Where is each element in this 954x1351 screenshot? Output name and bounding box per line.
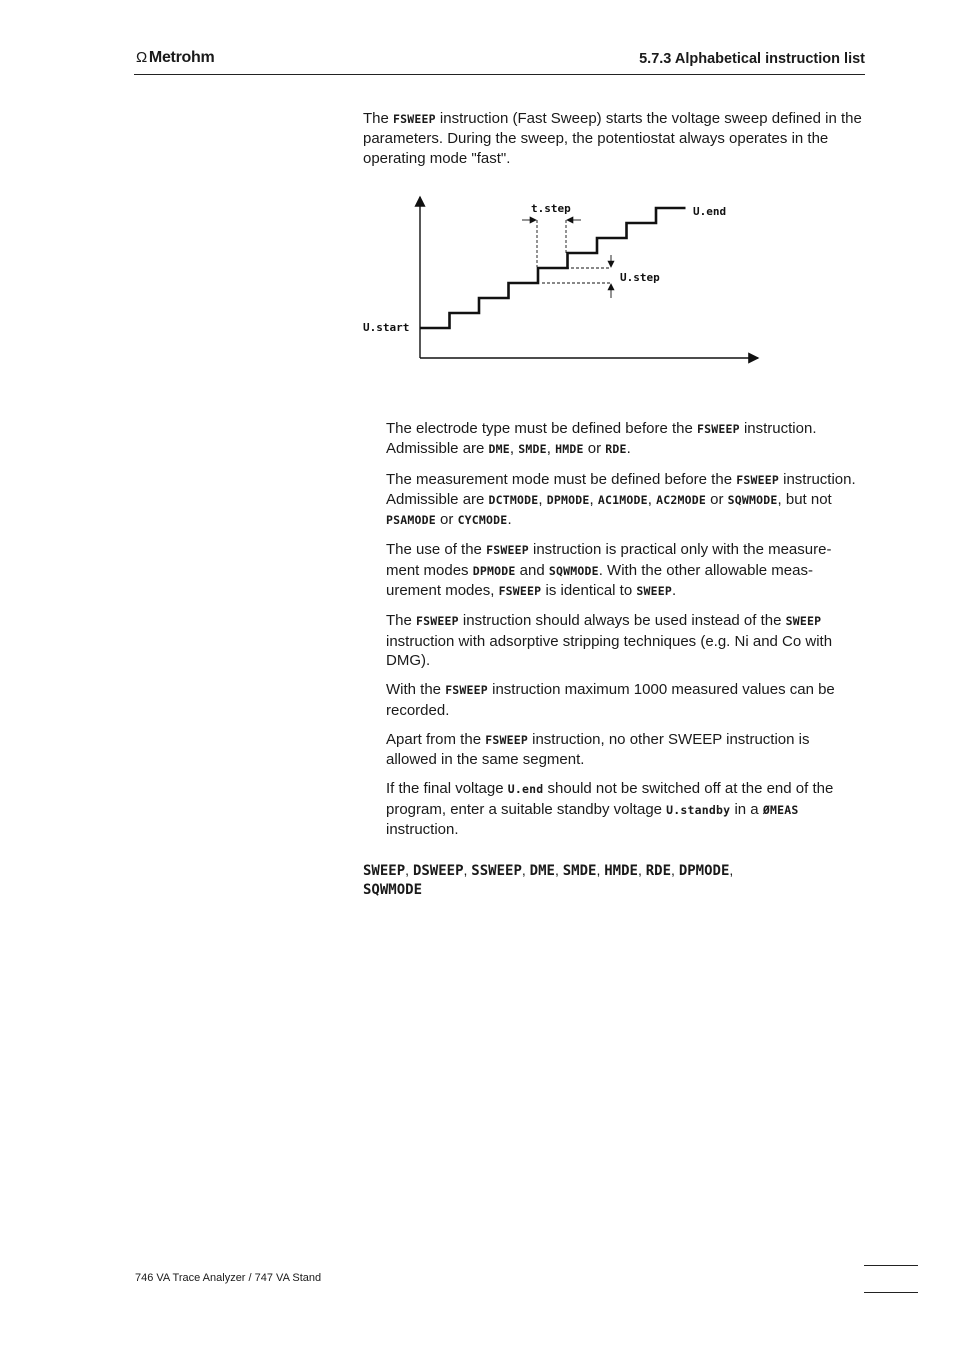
note-text: and xyxy=(515,561,549,579)
note-text: instruction is practical only with the measure-ment modes xyxy=(386,541,832,579)
note-text: , xyxy=(589,490,598,508)
note-text: instruction, no other SWEEP instruction is allowed in the same segment. xyxy=(386,730,810,769)
separator: , xyxy=(554,862,563,878)
related-sweep: SWEEP xyxy=(363,863,406,879)
note-text: With the xyxy=(386,681,446,699)
code-dpmode: DPMODE xyxy=(546,492,590,507)
code-fsweep: FSWEEP xyxy=(486,543,529,558)
intro-text: instruction (Fast Sweep) starts the voltage sweep defined in the parameters. During the sweep, the potentiostat always operates in the operating mode "fast". xyxy=(363,110,862,167)
note-text: . xyxy=(507,511,512,529)
note-text: . xyxy=(626,440,631,458)
section-title: 5.7.3 Alphabetical instruction list xyxy=(639,51,865,67)
code-ustandby: U.standby xyxy=(666,802,731,817)
note-text: or xyxy=(705,490,728,508)
related-dme: DME xyxy=(529,863,555,879)
note-text: . With the other allowable meas-urement modes, xyxy=(386,561,813,600)
related-smde: SMDE xyxy=(562,863,597,879)
note-electrode-type xyxy=(386,419,862,460)
code-ac1mode: AC1MODE xyxy=(597,492,648,507)
related-rde: RDE xyxy=(645,863,672,879)
code-sqwmode: SQWMODE xyxy=(548,563,599,578)
code-fsweep: FSWEEP xyxy=(416,614,459,629)
note-text: instruction maximum 1000 measured values can be recorded. xyxy=(386,681,835,719)
related-dpmode: DPMODE xyxy=(678,863,730,879)
note-text: should not be switched off at the end of the program, enter a suitable standby voltage xyxy=(386,780,834,818)
staircase-line xyxy=(420,208,686,328)
note-adsorptive-stripping xyxy=(386,611,862,670)
separator: , xyxy=(637,862,646,878)
note-text: The electrode type must be defined before the xyxy=(386,420,698,437)
note-text: is identical to xyxy=(541,582,637,600)
related-instructions xyxy=(363,861,863,900)
separator: , xyxy=(596,862,605,878)
note-text: Apart from the xyxy=(386,730,486,748)
code-ac2mode: AC2MODE xyxy=(656,492,706,507)
note-text: or xyxy=(435,511,458,529)
code-rde: RDE xyxy=(605,442,627,457)
note-text: , xyxy=(509,440,519,458)
code-dctmode: DCTMODE xyxy=(488,492,539,507)
intro-paragraph xyxy=(363,109,863,168)
note-text: instruction. xyxy=(386,821,459,839)
label-tstep: t.step xyxy=(531,202,571,215)
separator: , xyxy=(521,862,530,878)
code-fsweep: FSWEEP xyxy=(445,683,488,698)
label-ustart: U.start xyxy=(363,321,410,334)
note-text: , xyxy=(647,490,657,508)
note-text: , xyxy=(546,440,556,458)
intro-text: The xyxy=(363,110,394,127)
note-text: instruction. Admissible are xyxy=(386,420,817,458)
footer-product: 746 VA Trace Analyzer / 747 VA Stand xyxy=(135,1272,322,1284)
note-text: or xyxy=(583,440,606,458)
brand-name: Metrohm xyxy=(148,49,215,66)
omega-icon: Ω xyxy=(136,49,147,66)
note-text: , xyxy=(538,490,547,508)
code-fsweep: FSWEEP xyxy=(498,584,542,599)
code-hmde: HMDE xyxy=(555,442,584,457)
note-practical-use xyxy=(386,540,862,601)
note-text: instruction with adsorptive stripping techniques (e.g. Ni and Co with DMG). xyxy=(386,632,833,669)
separator: , xyxy=(405,862,413,878)
metrohm-logo xyxy=(136,49,214,67)
note-text: instruction. Admissible are xyxy=(386,470,856,508)
note-standby-voltage xyxy=(386,779,862,839)
label-ustep: U.step xyxy=(620,271,660,284)
code-smde: SMDE xyxy=(518,442,547,457)
note-text: instruction should always be used instead of the xyxy=(458,612,786,630)
label-uend: U.end xyxy=(693,205,727,218)
header-divider xyxy=(134,74,865,75)
code-uend: U.end xyxy=(507,782,544,797)
code-psamode: PSAMODE xyxy=(386,513,436,528)
note-single-sweep xyxy=(386,730,862,770)
separator: , xyxy=(729,862,734,878)
notes-list xyxy=(386,419,862,849)
footer-rule-top xyxy=(864,1265,918,1266)
note-text: The xyxy=(386,612,417,630)
code-fsweep: FSWEEP xyxy=(736,472,779,487)
note-text: The measurement mode must be defined before the xyxy=(386,470,737,488)
note-text: . xyxy=(671,582,677,600)
related-dsweep: DSWEEP xyxy=(412,863,464,879)
separator: , xyxy=(463,862,472,878)
note-measurement-mode xyxy=(386,470,862,531)
code-dpmode: DPMODE xyxy=(472,563,516,578)
code-dme: DME xyxy=(488,442,510,457)
note-text: , but not xyxy=(777,490,832,508)
code-sweep: SWEEP xyxy=(636,584,672,599)
code-sweep: SWEEP xyxy=(785,614,822,629)
code-fsweep: FSWEEP xyxy=(697,422,740,436)
related-hmde: HMDE xyxy=(604,863,638,879)
code-fsweep: FSWEEP xyxy=(485,732,528,747)
staircase-diagram xyxy=(355,185,775,370)
code-fsweep: FSWEEP xyxy=(393,112,436,126)
related-sqwmode: SQWMODE xyxy=(363,882,423,898)
separator: , xyxy=(671,862,679,878)
note-text: in a xyxy=(730,800,763,818)
footer-rule-bottom xyxy=(864,1292,918,1293)
note-text: If the final voltage xyxy=(386,780,508,798)
code-omeas: ØMEAS xyxy=(762,802,799,817)
note-text: The use of the xyxy=(386,541,487,559)
note-max-values xyxy=(386,680,862,720)
code-cycmode: CYCMODE xyxy=(457,513,508,528)
related-ssweep: SSWEEP xyxy=(471,863,522,879)
code-sqwmode: SQWMODE xyxy=(727,492,778,507)
